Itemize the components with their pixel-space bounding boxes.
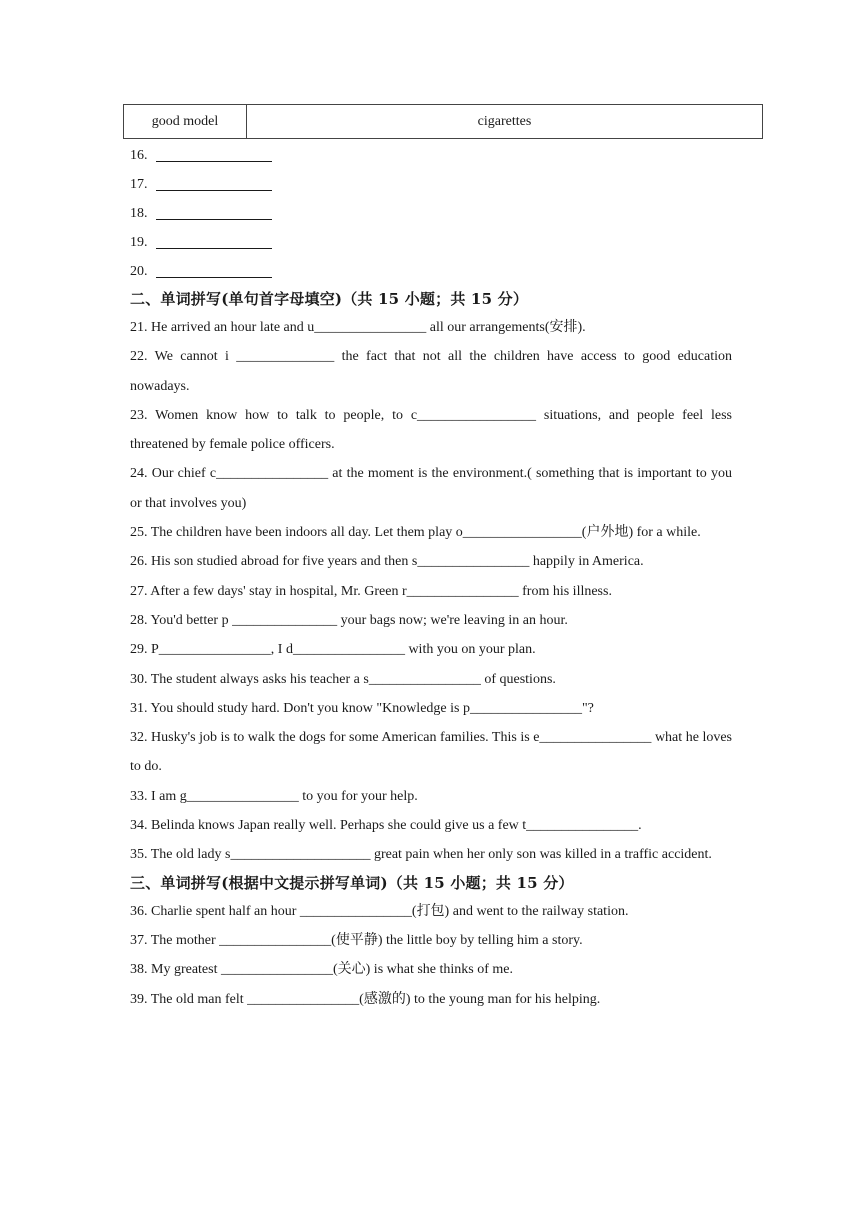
table-cell-right: cigarettes	[477, 113, 532, 129]
question-37: 37. The mother ________________(使平静) the little boy by telling him a story.	[130, 932, 583, 948]
question-25: 25. The children have been indoors all day. Let them play o_________________(户外地) for a while.	[130, 525, 701, 541]
question-38: 38. My greatest ________________(关心) is what she thinks of me.	[130, 962, 514, 978]
question-36: 36. Charlie spent half an hour ________________(打包) and went to the railway station.	[130, 903, 629, 919]
answer-blank-17	[130, 170, 732, 199]
blank-line	[156, 261, 272, 278]
section-3-heading: 三、单词拼写(根据中文提示拼写单词)（共 15 小题；共 15 分）	[130, 873, 574, 892]
question-23: 23. Women know how to talk to people, to c_________________ situations, and people feel less threatened by female police officers.	[130, 407, 732, 453]
blank-number: 16.	[130, 148, 148, 163]
blank-line	[156, 232, 272, 249]
question-28: 28. You'd better p _______________ your bags now; we're leaving in an hour.	[130, 612, 568, 628]
blank-number: 17.	[130, 177, 148, 192]
question-21: 21. He arrived an hour late and u________________ all our arrangements(安排).	[130, 320, 586, 335]
question-24: 24. Our chief c________________ at the moment is the environment.( something that is important to you or that involves you)	[130, 466, 732, 511]
answer-blank-16	[130, 141, 732, 170]
blank-line	[156, 203, 272, 220]
question-26: 26. His son studied abroad for five years and then s________________ happily in America.	[130, 554, 644, 570]
question-33: 33. I am g________________ to you for your help.	[130, 788, 418, 804]
blank-number: 18.	[130, 206, 148, 221]
section-2-heading: 二、单词拼写(单句首字母填空)（共 15 小题；共 15 分）	[130, 290, 529, 308]
blank-line	[156, 174, 272, 191]
question-35: 35. The old lady s____________________ great pain when her only son was killed in a traffic accident.	[130, 847, 712, 863]
question-27: 27. After a few days' stay in hospital, Mr. Green r________________ from his illness.	[130, 583, 612, 599]
answer-blank-18	[130, 199, 732, 228]
question-30: 30. The student always asks his teacher a s________________ of questions.	[130, 671, 556, 687]
blank-number: 20.	[130, 264, 148, 279]
table-cell-left: good model	[124, 105, 247, 138]
question-39: 39. The old man felt ________________(感激的) to the young man for his helping.	[130, 991, 601, 1007]
worksheet-content	[130, 141, 732, 1014]
question-31: 31. You should study hard. Don't you know "Knowledge is p________________"?	[130, 700, 594, 716]
answer-table-row	[123, 104, 763, 139]
answer-blank-19	[130, 228, 732, 257]
question-32: 32. Husky's job is to walk the dogs for some American families. This is e________________ what he loves to do.	[130, 730, 732, 775]
blank-line	[156, 145, 272, 162]
question-22: 22. We cannot i ______________ the fact that not all the children have access to good education nowadays.	[130, 349, 732, 394]
question-29: 29. P________________, I d________________ with you on your plan.	[130, 642, 536, 658]
blank-number: 19.	[130, 235, 148, 250]
question-34: 34. Belinda knows Japan really well. Perhaps she could give us a few t________________.	[130, 818, 642, 834]
answer-blank-20	[130, 257, 732, 286]
